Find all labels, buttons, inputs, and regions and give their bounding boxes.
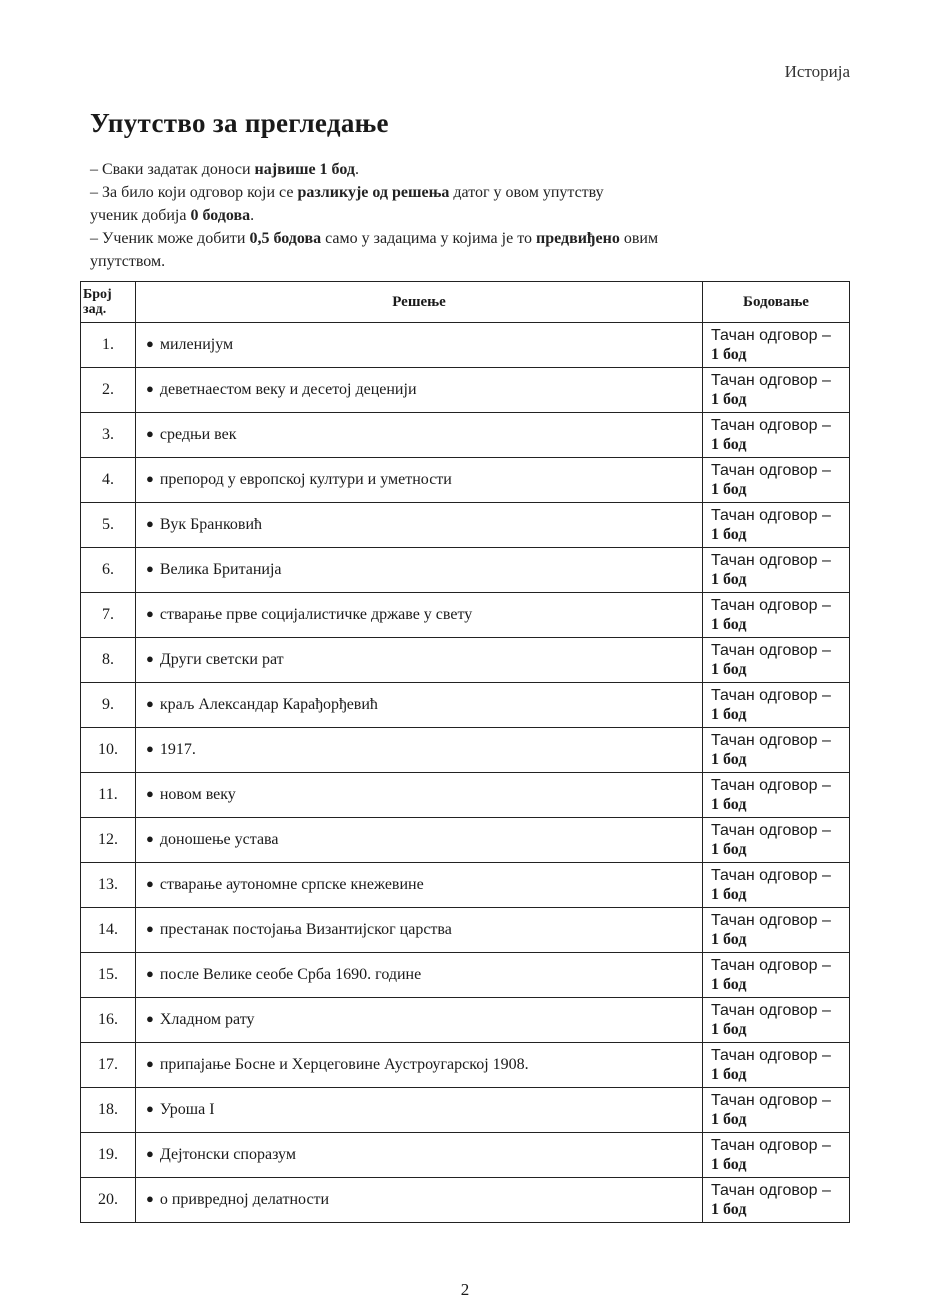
bullet-icon: ● bbox=[146, 786, 154, 801]
scoring-label: Тачан одговор – bbox=[711, 417, 831, 434]
scoring-label: Тачан одговор – bbox=[711, 552, 831, 569]
solution-text: Велика Британија bbox=[159, 561, 282, 578]
scoring-points: 1 бод bbox=[711, 1021, 747, 1038]
scoring-label: Тачан одговор – bbox=[711, 777, 831, 794]
task-number: 10. bbox=[81, 728, 136, 773]
scoring-cell bbox=[703, 638, 850, 683]
scoring-points: 1 бод bbox=[711, 1201, 747, 1218]
instruction-line bbox=[90, 181, 810, 227]
table-row bbox=[81, 458, 850, 503]
table-row bbox=[81, 548, 850, 593]
solution-text: препород у европској култури и уметности bbox=[159, 471, 452, 488]
instruction-text: само у задацима у којима је то bbox=[321, 230, 536, 247]
instruction-emphasis: разликује од решења bbox=[297, 184, 450, 201]
scoring-points: 1 бод bbox=[711, 931, 747, 948]
table-row bbox=[81, 593, 850, 638]
task-number: 7. bbox=[81, 593, 136, 638]
solution-text: Дејтонски споразум bbox=[159, 1146, 296, 1163]
table-row bbox=[81, 1133, 850, 1178]
scoring-cell bbox=[703, 773, 850, 818]
task-number: 8. bbox=[81, 638, 136, 683]
scoring-label: Тачан одговор – bbox=[711, 957, 831, 974]
scoring-cell bbox=[703, 1043, 850, 1088]
bullet-icon: ● bbox=[146, 1146, 154, 1161]
table-row bbox=[81, 683, 850, 728]
grading-instructions bbox=[90, 158, 810, 273]
solution-cell bbox=[136, 683, 703, 728]
task-number: 17. bbox=[81, 1043, 136, 1088]
task-number: 9. bbox=[81, 683, 136, 728]
table-row bbox=[81, 728, 850, 773]
scoring-points: 1 бод bbox=[711, 526, 747, 543]
task-number: 11. bbox=[81, 773, 136, 818]
task-number: 4. bbox=[81, 458, 136, 503]
solution-text: новом веку bbox=[159, 786, 236, 803]
bullet-icon: ● bbox=[146, 1191, 154, 1206]
table-row bbox=[81, 863, 850, 908]
solution-text: после Велике сеобе Срба 1690. године bbox=[159, 966, 422, 983]
table-row bbox=[81, 1088, 850, 1133]
scoring-label: Тачан одговор – bbox=[711, 327, 831, 344]
table-row bbox=[81, 953, 850, 998]
scoring-label: Тачан одговор – bbox=[711, 867, 831, 884]
task-number: 16. bbox=[81, 998, 136, 1043]
table-body bbox=[81, 323, 850, 1223]
scoring-points: 1 бод bbox=[711, 391, 747, 408]
table-row bbox=[81, 368, 850, 413]
bullet-icon: ● bbox=[146, 696, 154, 711]
scoring-points: 1 бод bbox=[711, 1066, 747, 1083]
scoring-cell bbox=[703, 683, 850, 728]
instruction-line bbox=[90, 227, 810, 273]
solution-cell bbox=[136, 458, 703, 503]
bullet-icon: ● bbox=[146, 426, 154, 441]
scoring-cell bbox=[703, 413, 850, 458]
instruction-text: – За било који одговор који се bbox=[90, 184, 298, 201]
table-row bbox=[81, 998, 850, 1043]
table-row bbox=[81, 1178, 850, 1223]
task-number: 3. bbox=[81, 413, 136, 458]
table-row bbox=[81, 818, 850, 863]
solution-cell bbox=[136, 413, 703, 458]
solution-text: стварање аутономне српске кнежевине bbox=[159, 876, 424, 893]
header-solution: Решење bbox=[136, 282, 703, 323]
solution-cell bbox=[136, 1043, 703, 1088]
scoring-points: 1 бод bbox=[711, 661, 747, 678]
scoring-label: Тачан одговор – bbox=[711, 1137, 831, 1154]
scoring-points: 1 бод bbox=[711, 616, 747, 633]
solution-text: краљ Александар Карађорђевић bbox=[159, 696, 378, 713]
table-row bbox=[81, 773, 850, 818]
table-row bbox=[81, 908, 850, 953]
instruction-text: овим bbox=[619, 230, 659, 247]
solution-cell bbox=[136, 998, 703, 1043]
solution-text: стварање прве социјалистичке државе у свету bbox=[159, 606, 473, 623]
scoring-label: Тачан одговор – bbox=[711, 372, 831, 389]
solution-cell bbox=[136, 1088, 703, 1133]
table-row bbox=[81, 413, 850, 458]
bullet-icon: ● bbox=[146, 606, 154, 621]
instruction-text: – Ученик може добити bbox=[90, 230, 250, 247]
instruction-text: – Сваки задатак доноси bbox=[90, 161, 255, 178]
task-number: 5. bbox=[81, 503, 136, 548]
solution-cell bbox=[136, 548, 703, 593]
scoring-cell bbox=[703, 593, 850, 638]
task-number: 20. bbox=[81, 1178, 136, 1223]
instruction-emphasis: 0,5 бодова bbox=[249, 230, 322, 247]
bullet-icon: ● bbox=[146, 516, 154, 531]
solution-cell bbox=[136, 728, 703, 773]
task-number: 15. bbox=[81, 953, 136, 998]
task-number: 18. bbox=[81, 1088, 136, 1133]
solution-text: о привредној делатности bbox=[159, 1191, 330, 1208]
scoring-label: Тачан одговор – bbox=[711, 1047, 831, 1064]
scoring-points: 1 бод bbox=[711, 706, 747, 723]
solution-text: средњи век bbox=[159, 426, 237, 443]
bullet-icon: ● bbox=[146, 1101, 154, 1116]
scoring-cell bbox=[703, 503, 850, 548]
bullet-icon: ● bbox=[146, 561, 154, 576]
solution-cell bbox=[136, 818, 703, 863]
page-number: 2 bbox=[460, 1280, 470, 1299]
solution-cell bbox=[136, 773, 703, 818]
instruction-text: . bbox=[250, 207, 255, 224]
instruction-text: упутством. bbox=[90, 253, 166, 270]
scoring-cell bbox=[703, 1088, 850, 1133]
task-number: 12. bbox=[81, 818, 136, 863]
solution-cell bbox=[136, 1133, 703, 1178]
solution-text: Хладном рату bbox=[159, 1011, 255, 1028]
task-number: 13. bbox=[81, 863, 136, 908]
scoring-points: 1 бод bbox=[711, 346, 747, 363]
scoring-points: 1 бод bbox=[711, 796, 747, 813]
solution-cell bbox=[136, 323, 703, 368]
solution-cell bbox=[136, 953, 703, 998]
scoring-cell bbox=[703, 368, 850, 413]
bullet-icon: ● bbox=[146, 1056, 154, 1071]
task-number: 14. bbox=[81, 908, 136, 953]
scoring-label: Тачан одговор – bbox=[711, 822, 831, 839]
instruction-text: датог у овом упутству bbox=[449, 184, 604, 201]
scoring-cell bbox=[703, 863, 850, 908]
scoring-points: 1 бод bbox=[711, 976, 747, 993]
scoring-label: Тачан одговор – bbox=[711, 462, 831, 479]
instruction-emphasis: предвиђено bbox=[535, 230, 620, 247]
scoring-cell bbox=[703, 1178, 850, 1223]
scoring-cell bbox=[703, 818, 850, 863]
bullet-icon: ● bbox=[146, 741, 154, 756]
bullet-icon: ● bbox=[146, 471, 154, 486]
instruction-line bbox=[90, 158, 810, 181]
task-number: 6. bbox=[81, 548, 136, 593]
solution-cell bbox=[136, 368, 703, 413]
solution-text: Уроша I bbox=[159, 1101, 215, 1118]
solution-cell bbox=[136, 1178, 703, 1223]
task-number: 19. bbox=[81, 1133, 136, 1178]
bullet-icon: ● bbox=[146, 381, 154, 396]
subject-header: Историја bbox=[784, 62, 850, 81]
scoring-cell bbox=[703, 323, 850, 368]
solution-text: престанак постојања Византијског царства bbox=[159, 921, 452, 938]
table-row bbox=[81, 1043, 850, 1088]
scoring-cell bbox=[703, 998, 850, 1043]
task-number: 1. bbox=[81, 323, 136, 368]
scoring-cell bbox=[703, 548, 850, 593]
table-row bbox=[81, 503, 850, 548]
scoring-label: Тачан одговор – bbox=[711, 1092, 831, 1109]
solution-text: Други светски рат bbox=[159, 651, 284, 668]
scoring-points: 1 бод bbox=[711, 886, 747, 903]
header-scoring: Бодовање bbox=[703, 282, 850, 323]
scoring-points: 1 бод bbox=[711, 481, 747, 498]
bullet-icon: ● bbox=[146, 831, 154, 846]
scoring-label: Тачан одговор – bbox=[711, 687, 831, 704]
scoring-points: 1 бод bbox=[711, 571, 747, 588]
bullet-icon: ● bbox=[146, 876, 154, 891]
instruction-text: . bbox=[354, 161, 359, 178]
solution-cell bbox=[136, 908, 703, 953]
scoring-points: 1 бод bbox=[711, 751, 747, 768]
header-task-number: Број зад. bbox=[81, 282, 136, 323]
scoring-label: Тачан одговор – bbox=[711, 912, 831, 929]
scoring-points: 1 бод bbox=[711, 1111, 747, 1128]
scoring-points: 1 бод bbox=[711, 1156, 747, 1173]
table-row bbox=[81, 638, 850, 683]
bullet-icon: ● bbox=[146, 921, 154, 936]
solution-text: деветнаестом веку и десетој деценији bbox=[159, 381, 417, 398]
scoring-cell bbox=[703, 728, 850, 773]
scoring-label: Тачан одговор – bbox=[711, 1182, 831, 1199]
solution-text: миленијум bbox=[159, 336, 234, 353]
scoring-label: Тачан одговор – bbox=[711, 642, 831, 659]
scoring-cell bbox=[703, 458, 850, 503]
instruction-text: ученик добија bbox=[90, 207, 191, 224]
solution-text: доношење устава bbox=[159, 831, 279, 848]
solution-cell bbox=[136, 593, 703, 638]
bullet-icon: ● bbox=[146, 1011, 154, 1026]
table-header-row bbox=[81, 282, 850, 323]
bullet-icon: ● bbox=[146, 651, 154, 666]
scoring-label: Тачан одговор – bbox=[711, 597, 831, 614]
scoring-points: 1 бод bbox=[711, 436, 747, 453]
bullet-icon: ● bbox=[146, 336, 154, 351]
solution-cell bbox=[136, 503, 703, 548]
solution-text: Вук Бранковић bbox=[159, 516, 263, 533]
scoring-cell bbox=[703, 908, 850, 953]
instruction-emphasis: 0 бодова bbox=[190, 207, 251, 224]
solution-cell bbox=[136, 863, 703, 908]
grading-table bbox=[80, 281, 850, 1223]
scoring-label: Тачан одговор – bbox=[711, 507, 831, 524]
solution-cell bbox=[136, 638, 703, 683]
instruction-emphasis: највише 1 бод bbox=[254, 161, 355, 178]
page-title: Упутство за прегледање bbox=[90, 108, 389, 138]
scoring-label: Тачан одговор – bbox=[711, 732, 831, 749]
scoring-label: Тачан одговор – bbox=[711, 1002, 831, 1019]
scoring-points: 1 бод bbox=[711, 841, 747, 858]
scoring-cell bbox=[703, 1133, 850, 1178]
table-row bbox=[81, 323, 850, 368]
bullet-icon: ● bbox=[146, 966, 154, 981]
task-number: 2. bbox=[81, 368, 136, 413]
solution-text: припајање Босне и Херцеговине Аустроугарској 1908. bbox=[159, 1056, 529, 1073]
solution-text: 1917. bbox=[159, 741, 196, 758]
scoring-cell bbox=[703, 953, 850, 998]
